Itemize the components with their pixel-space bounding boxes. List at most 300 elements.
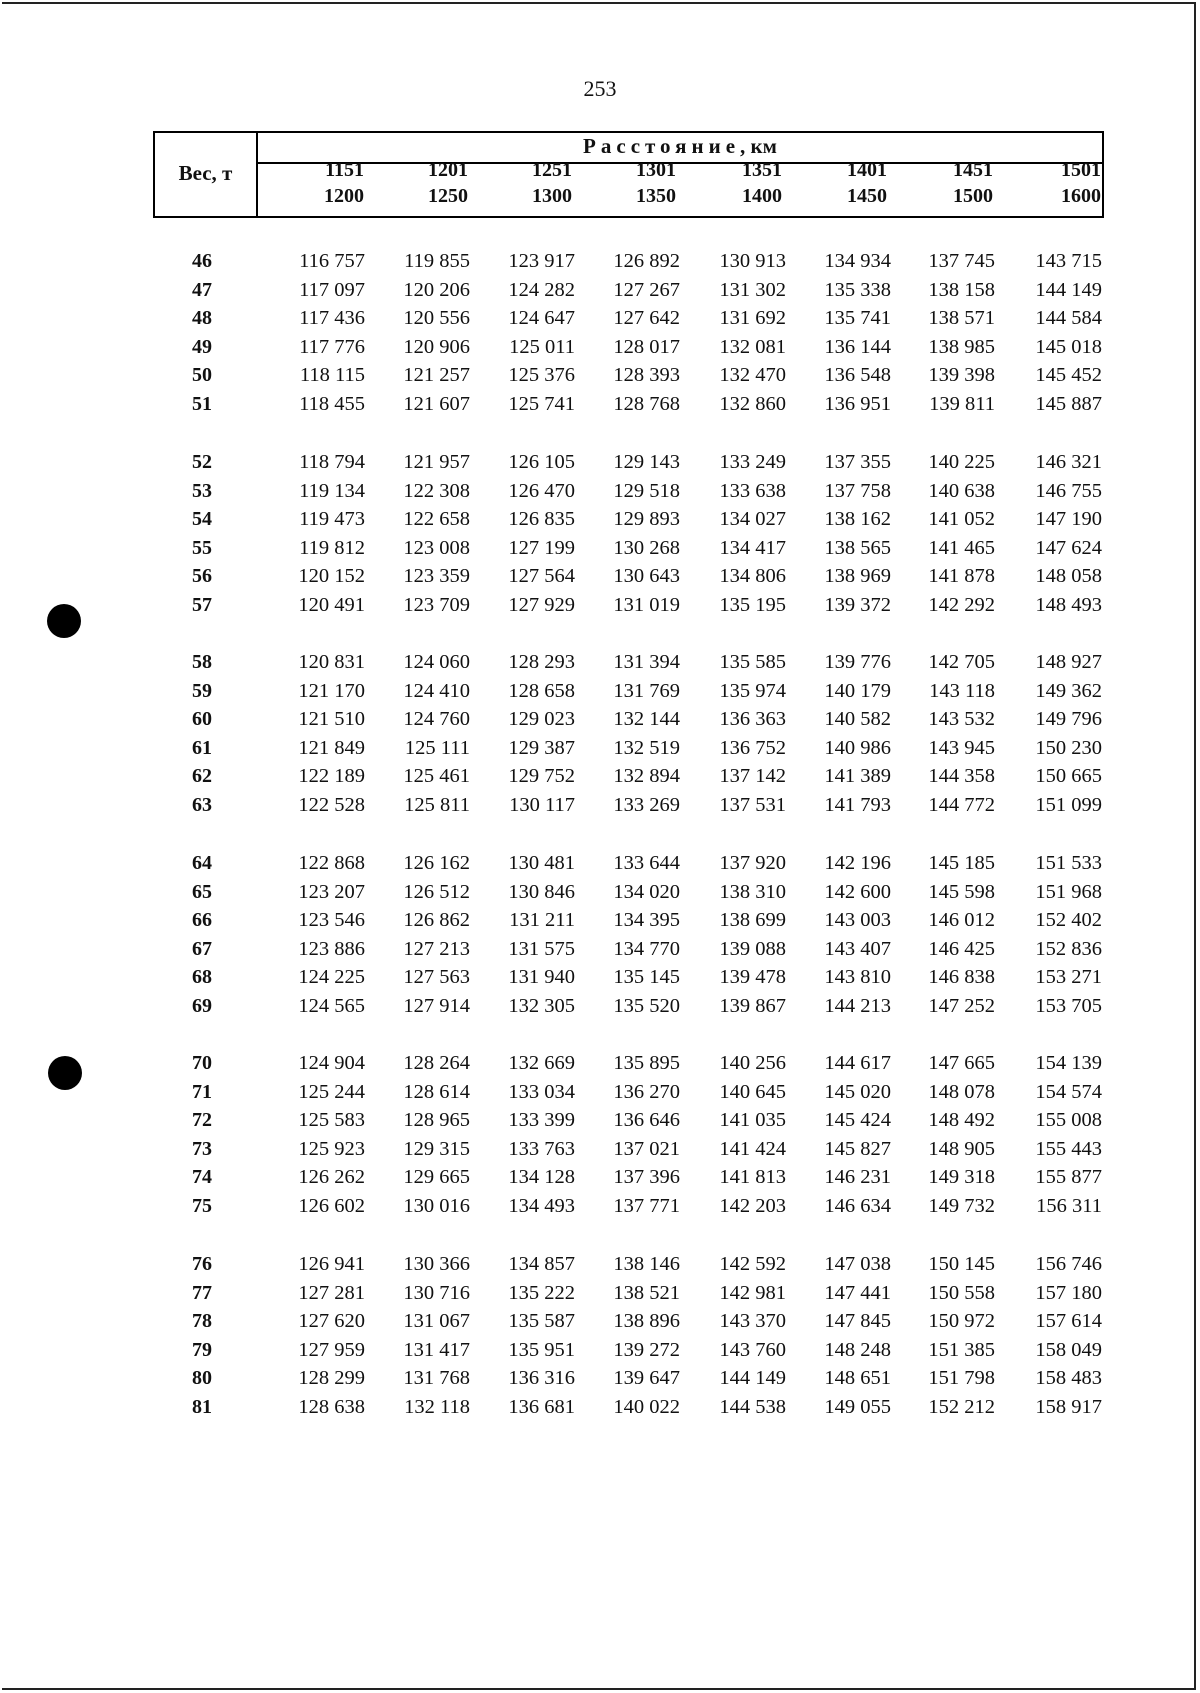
tariff-cell: 129 315 <box>403 1137 470 1160</box>
tariff-cell: 127 929 <box>508 594 575 616</box>
tariff-cell: 157 180 <box>1035 1281 1102 1304</box>
weight-cell: 73 <box>192 1137 212 1160</box>
tariff-cell: 127 564 <box>508 565 575 588</box>
weight-cell: 47 <box>192 278 212 301</box>
tariff-cell: 126 602 <box>298 1195 365 1217</box>
tariff-cell: 124 647 <box>508 307 575 330</box>
weight-cell: 72 <box>192 1109 212 1132</box>
tariff-cell: 147 038 <box>824 1253 891 1275</box>
table-row <box>0 1250 1200 1278</box>
tariff-cell: 126 892 <box>613 250 680 272</box>
table-row <box>0 1307 1200 1335</box>
weight-cell: 71 <box>192 1080 212 1103</box>
distance-header-label: Расстояние <box>583 134 741 158</box>
tariff-cell: 129 387 <box>508 736 575 759</box>
tariff-cell: 151 533 <box>1035 852 1102 874</box>
table-row <box>0 534 1200 562</box>
tariff-cell: 133 269 <box>613 794 680 816</box>
tariff-cell: 139 372 <box>824 594 891 616</box>
tariff-cell: 143 003 <box>824 909 891 932</box>
tariff-cell: 124 410 <box>403 679 470 702</box>
tariff-cell: 128 293 <box>508 651 575 673</box>
tariff-cell: 143 945 <box>928 736 995 759</box>
tariff-cell: 146 838 <box>928 966 995 989</box>
tariff-cell: 140 638 <box>928 479 995 502</box>
range-to: 1500 <box>953 185 993 207</box>
tariff-cell: 149 796 <box>1035 708 1102 731</box>
weight-cell: 53 <box>192 479 212 502</box>
tariff-cell: 120 152 <box>298 565 365 588</box>
tariff-cell: 123 359 <box>403 565 470 588</box>
table-row <box>0 1049 1200 1077</box>
tariff-cell: 152 836 <box>1035 937 1102 960</box>
table-row <box>0 247 1200 275</box>
tariff-cell: 144 584 <box>1035 307 1102 330</box>
tariff-cell: 128 299 <box>298 1367 365 1390</box>
tariff-cell: 152 402 <box>1035 909 1102 932</box>
weight-cell: 55 <box>192 536 212 559</box>
tariff-cell: 119 812 <box>299 536 365 559</box>
tariff-cell: 137 531 <box>719 794 786 816</box>
table-row <box>0 276 1200 304</box>
tariff-cell: 125 811 <box>404 794 470 816</box>
table-row <box>0 361 1200 389</box>
tariff-cell: 130 117 <box>509 794 575 816</box>
tariff-cell: 140 256 <box>719 1052 786 1074</box>
tariff-cell: 150 145 <box>928 1253 995 1275</box>
weight-cell: 62 <box>192 765 212 788</box>
table-row <box>0 505 1200 533</box>
tariff-cell: 130 481 <box>508 852 575 874</box>
tariff-cell: 132 519 <box>613 736 680 759</box>
tariff-cell: 123 709 <box>403 594 470 616</box>
tariff-cell: 148 248 <box>824 1338 891 1361</box>
tariff-cell: 144 538 <box>719 1396 786 1418</box>
table-row <box>0 390 1200 418</box>
table-row <box>0 677 1200 705</box>
tariff-cell: 139 272 <box>613 1338 680 1361</box>
table-row <box>0 591 1200 619</box>
weight-cell: 48 <box>192 307 212 330</box>
tariff-cell: 131 394 <box>613 651 680 673</box>
table-row <box>0 762 1200 790</box>
weight-cell: 77 <box>192 1281 212 1304</box>
tariff-cell: 134 128 <box>508 1166 575 1189</box>
tariff-cell: 133 399 <box>508 1109 575 1132</box>
tariff-cell: 127 620 <box>298 1310 365 1333</box>
tariff-cell: 147 624 <box>1035 536 1102 559</box>
tariff-cell: 150 230 <box>1035 736 1102 759</box>
tariff-cell: 134 934 <box>824 250 891 272</box>
page-number: 253 <box>583 76 617 101</box>
tariff-cell: 151 798 <box>928 1367 995 1390</box>
tariff-cell: 135 222 <box>508 1281 575 1304</box>
tariff-cell: 135 520 <box>613 995 680 1017</box>
tariff-cell: 155 008 <box>1035 1109 1102 1132</box>
weight-cell: 67 <box>192 937 212 960</box>
range-from: 1251 <box>532 159 572 181</box>
tariff-cell: 136 316 <box>508 1367 575 1390</box>
tariff-cell: 149 362 <box>1035 679 1102 702</box>
tariff-cell: 142 705 <box>928 651 995 673</box>
tariff-cell: 148 493 <box>1035 594 1102 616</box>
tariff-cell: 140 986 <box>824 736 891 759</box>
tariff-cell: 133 763 <box>508 1137 575 1160</box>
tariff-cell: 140 645 <box>719 1080 786 1103</box>
tariff-cell: 127 914 <box>403 995 470 1017</box>
tariff-cell: 136 681 <box>508 1396 575 1418</box>
range-to: 1450 <box>847 185 887 207</box>
tariff-cell: 134 395 <box>613 909 680 932</box>
tariff-cell: 144 772 <box>928 794 995 816</box>
tariff-cell: 130 643 <box>613 565 680 588</box>
tariff-cell: 145 887 <box>1035 393 1102 415</box>
tariff-cell: 142 196 <box>824 852 891 874</box>
tariff-cell: 135 338 <box>824 278 891 301</box>
tariff-cell: 126 105 <box>508 451 575 473</box>
table-row <box>0 1279 1200 1307</box>
weight-cell: 66 <box>192 909 212 932</box>
weight-cell: 50 <box>192 364 212 387</box>
tariff-cell: 144 149 <box>1035 278 1102 301</box>
tariff-cell: 142 292 <box>928 594 995 616</box>
tariff-cell: 132 669 <box>508 1052 575 1074</box>
tariff-cell: 135 895 <box>613 1052 680 1074</box>
tariff-cell: 148 927 <box>1035 651 1102 673</box>
range-to: 1300 <box>532 185 572 207</box>
tariff-cell: 135 587 <box>508 1310 575 1333</box>
tariff-cell: 150 558 <box>928 1281 995 1304</box>
tariff-cell: 149 732 <box>928 1195 995 1217</box>
tariff-cell: 122 189 <box>298 765 365 788</box>
tariff-cell: 121 257 <box>403 364 470 387</box>
weight-cell: 76 <box>192 1253 212 1275</box>
tariff-cell: 129 752 <box>508 765 575 788</box>
tariff-cell: 139 867 <box>719 995 786 1017</box>
range-from: 1451 <box>953 159 993 181</box>
weight-cell: 65 <box>192 880 212 903</box>
tariff-cell: 138 158 <box>928 278 995 301</box>
tariff-cell: 150 665 <box>1035 765 1102 788</box>
tariff-cell: 125 461 <box>403 765 470 788</box>
range-from: 1351 <box>742 159 782 181</box>
tariff-cell: 116 757 <box>299 250 365 272</box>
weight-cell: 52 <box>192 451 212 473</box>
tariff-cell: 136 752 <box>719 736 786 759</box>
tariff-cell: 123 207 <box>298 880 365 903</box>
tariff-cell: 141 793 <box>824 794 891 816</box>
tariff-cell: 140 022 <box>613 1396 680 1418</box>
tariff-cell: 146 425 <box>928 937 995 960</box>
table-row <box>0 734 1200 762</box>
tariff-cell: 130 366 <box>403 1253 470 1275</box>
tariff-cell: 131 768 <box>403 1367 470 1390</box>
weight-cell: 68 <box>192 966 212 989</box>
tariff-cell: 135 585 <box>719 651 786 673</box>
tariff-cell: 132 305 <box>508 995 575 1017</box>
tariff-cell: 127 199 <box>508 536 575 559</box>
tariff-cell: 158 483 <box>1035 1367 1102 1390</box>
tariff-cell: 139 647 <box>613 1367 680 1390</box>
tariff-cell: 157 614 <box>1035 1310 1102 1333</box>
tariff-cell: 143 715 <box>1035 250 1102 272</box>
tariff-cell: 119 134 <box>299 479 365 502</box>
tariff-cell: 129 143 <box>613 451 680 473</box>
weight-cell: 63 <box>192 794 212 816</box>
tariff-cell: 125 011 <box>509 335 575 358</box>
tariff-cell: 130 016 <box>403 1195 470 1217</box>
tariff-cell: 148 905 <box>928 1137 995 1160</box>
tariff-cell: 134 020 <box>613 880 680 903</box>
weight-cell: 46 <box>192 250 212 272</box>
tariff-cell: 142 203 <box>719 1195 786 1217</box>
range-to: 1200 <box>324 185 364 207</box>
weight-cell: 61 <box>192 736 212 759</box>
tariff-cell: 122 308 <box>403 479 470 502</box>
tariff-cell: 144 213 <box>824 995 891 1017</box>
weight-column-header: Вес, т <box>178 161 233 185</box>
weight-cell: 78 <box>192 1310 212 1333</box>
tariff-cell: 124 225 <box>298 966 365 989</box>
tariff-cell: 145 827 <box>824 1137 891 1160</box>
range-from: 1401 <box>847 159 887 181</box>
table-row <box>0 477 1200 505</box>
tariff-cell: 119 855 <box>404 250 470 272</box>
tariff-cell: 138 699 <box>719 909 786 932</box>
tariff-cell: 148 058 <box>1035 565 1102 588</box>
tariff-cell: 154 574 <box>1035 1080 1102 1103</box>
tariff-cell: 138 969 <box>824 565 891 588</box>
tariff-cell: 138 521 <box>613 1281 680 1304</box>
tariff-cell: 122 658 <box>403 508 470 531</box>
tariff-cell: 146 755 <box>1035 479 1102 502</box>
tariff-cell: 119 473 <box>299 508 365 531</box>
tariff-cell: 156 746 <box>1035 1253 1102 1275</box>
tariff-cell: 120 556 <box>403 307 470 330</box>
tariff-cell: 131 940 <box>508 966 575 989</box>
tariff-cell: 152 212 <box>928 1396 995 1418</box>
tariff-cell: 153 271 <box>1035 966 1102 989</box>
weight-cell: 54 <box>192 508 212 531</box>
tariff-cell: 125 741 <box>508 393 575 415</box>
tariff-cell: 135 195 <box>719 594 786 616</box>
tariff-cell: 127 213 <box>403 937 470 960</box>
tariff-cell: 128 638 <box>298 1396 365 1418</box>
tariff-cell: 125 244 <box>298 1080 365 1103</box>
tariff-cell: 131 417 <box>403 1338 470 1361</box>
tariff-cell: 122 528 <box>298 794 365 816</box>
tariff-cell: 128 614 <box>403 1080 470 1103</box>
weight-cell: 58 <box>192 651 212 673</box>
range-to: 1250 <box>428 185 468 207</box>
table-row <box>0 1135 1200 1163</box>
tariff-cell: 147 845 <box>824 1310 891 1333</box>
tariff-cell: 125 111 <box>404 736 470 759</box>
table-row <box>0 333 1200 361</box>
tariff-cell: 118 115 <box>299 364 365 387</box>
table-row <box>0 1078 1200 1106</box>
tariff-cell: 124 760 <box>403 708 470 731</box>
tariff-cell: 143 118 <box>929 679 995 702</box>
tariff-cell: 124 060 <box>403 651 470 673</box>
tariff-cell: 141 465 <box>928 536 995 559</box>
weight-cell: 51 <box>192 393 212 415</box>
tariff-cell: 134 770 <box>613 937 680 960</box>
table-row <box>0 1192 1200 1220</box>
tariff-cell: 128 393 <box>613 364 680 387</box>
tariff-cell: 130 846 <box>508 880 575 903</box>
tariff-cell: 144 617 <box>824 1052 891 1074</box>
tariff-cell: 138 985 <box>928 335 995 358</box>
tariff-cell: 128 658 <box>508 679 575 702</box>
table-row <box>0 1163 1200 1191</box>
table-row <box>0 1336 1200 1364</box>
tariff-cell: 142 600 <box>824 880 891 903</box>
tariff-cell: 136 646 <box>613 1109 680 1132</box>
tariff-cell: 126 835 <box>508 508 575 531</box>
tariff-cell: 134 857 <box>508 1253 575 1275</box>
tariff-cell: 120 206 <box>403 278 470 301</box>
tariff-cell: 120 491 <box>298 594 365 616</box>
tariff-cell: 148 078 <box>928 1080 995 1103</box>
table-row <box>0 992 1200 1020</box>
tariff-cell: 147 190 <box>1035 508 1102 531</box>
tariff-cell: 151 099 <box>1035 794 1102 816</box>
tariff-cell: 144 358 <box>928 765 995 788</box>
tariff-cell: 149 055 <box>824 1396 891 1418</box>
tariff-cell: 140 179 <box>824 679 891 702</box>
tariff-cell: 126 162 <box>403 852 470 874</box>
tariff-cell: 147 665 <box>928 1052 995 1074</box>
weight-cell: 64 <box>192 852 212 874</box>
tariff-cell: 139 398 <box>928 364 995 387</box>
tariff-cell: 134 027 <box>719 508 786 531</box>
tariff-cell: 135 741 <box>824 307 891 330</box>
tariff-cell: 155 877 <box>1035 1166 1102 1189</box>
range-from: 1301 <box>636 159 676 181</box>
tariff-cell: 135 145 <box>613 966 680 989</box>
tariff-cell: 132 894 <box>613 765 680 788</box>
tariff-cell: 156 311 <box>1036 1195 1102 1217</box>
table-row <box>0 1106 1200 1134</box>
tariff-cell: 148 651 <box>824 1367 891 1390</box>
tariff-cell: 137 771 <box>613 1195 680 1217</box>
weight-cell: 69 <box>192 995 212 1017</box>
tariff-cell: 143 760 <box>719 1338 786 1361</box>
range-from: 1501 <box>1061 159 1101 181</box>
tariff-cell: 120 831 <box>298 651 365 673</box>
tariff-cell: 138 146 <box>613 1253 680 1275</box>
tariff-cell: 132 081 <box>719 335 786 358</box>
tariff-cell: 123 886 <box>298 937 365 960</box>
tariff-cell: 151 385 <box>928 1338 995 1361</box>
tariff-cell: 131 211 <box>509 909 575 932</box>
tariff-cell: 135 974 <box>719 679 786 702</box>
tariff-cell: 126 470 <box>508 479 575 502</box>
tariff-cell: 135 951 <box>508 1338 575 1361</box>
tariff-cell: 151 968 <box>1035 880 1102 903</box>
tariff-cell: 133 638 <box>719 479 786 502</box>
tariff-cell: 141 424 <box>719 1137 786 1160</box>
tariff-cell: 130 716 <box>403 1281 470 1304</box>
tariff-cell: 127 959 <box>298 1338 365 1361</box>
tariff-cell: 154 139 <box>1035 1052 1102 1074</box>
tariff-cell: 138 162 <box>824 508 891 531</box>
table-row <box>0 448 1200 476</box>
tariff-cell: 124 282 <box>508 278 575 301</box>
tariff-cell: 149 318 <box>928 1166 995 1189</box>
tariff-cell: 128 264 <box>403 1052 470 1074</box>
tariff-cell: 124 565 <box>298 995 365 1017</box>
tariff-cell: 158 917 <box>1035 1396 1102 1418</box>
tariff-cell: 158 049 <box>1035 1338 1102 1361</box>
table-row <box>0 705 1200 733</box>
tariff-cell: 146 634 <box>824 1195 891 1217</box>
tariff-cell: 133 644 <box>613 852 680 874</box>
tariff-cell: 145 424 <box>824 1109 891 1132</box>
tariff-cell: 138 565 <box>824 536 891 559</box>
tariff-cell: 139 811 <box>929 393 995 415</box>
tariff-cell: 128 965 <box>403 1109 470 1132</box>
table-row <box>0 1393 1200 1421</box>
tariff-cell: 125 583 <box>298 1109 365 1132</box>
tariff-cell: 132 470 <box>719 364 786 387</box>
tariff-cell: 136 548 <box>824 364 891 387</box>
tariff-cell: 121 170 <box>298 679 365 702</box>
tariff-cell: 137 758 <box>824 479 891 502</box>
table-row <box>0 304 1200 332</box>
tariff-cell: 140 582 <box>824 708 891 731</box>
tariff-cell: 131 769 <box>613 679 680 702</box>
weight-cell: 60 <box>192 708 212 731</box>
tariff-cell: 138 571 <box>928 307 995 330</box>
tariff-cell: 134 493 <box>508 1195 575 1217</box>
tariff-cell: 155 443 <box>1035 1137 1102 1160</box>
tariff-cell: 123 546 <box>298 909 365 932</box>
tariff-cell: 129 665 <box>403 1166 470 1189</box>
tariff-cell: 146 012 <box>928 909 995 932</box>
tariff-cell: 123 008 <box>403 536 470 559</box>
tariff-cell: 128 017 <box>613 335 680 358</box>
tariff-cell: 121 607 <box>403 393 470 415</box>
table-row <box>0 849 1200 877</box>
tariff-cell: 143 407 <box>824 937 891 960</box>
tariff-cell: 134 806 <box>719 565 786 588</box>
tariff-cell: 118 794 <box>299 451 365 473</box>
tariff-cell: 126 512 <box>403 880 470 903</box>
table-row <box>0 791 1200 819</box>
weight-cell: 70 <box>192 1052 212 1074</box>
tariff-cell: 117 436 <box>299 307 365 330</box>
tariff-cell: 150 972 <box>928 1310 995 1333</box>
tariff-cell: 120 906 <box>403 335 470 358</box>
weight-cell: 80 <box>192 1367 212 1390</box>
tariff-cell: 132 860 <box>719 393 786 415</box>
table-row <box>0 878 1200 906</box>
tariff-cell: 143 810 <box>824 966 891 989</box>
tariff-cell: 131 067 <box>403 1310 470 1333</box>
tariff-cell: 126 262 <box>298 1166 365 1189</box>
tariff-cell: 127 563 <box>403 966 470 989</box>
range-to: 1350 <box>636 185 676 207</box>
weight-cell: 79 <box>192 1338 212 1361</box>
tariff-cell: 130 268 <box>613 536 680 559</box>
tariff-cell: 153 705 <box>1035 995 1102 1017</box>
tariff-cell: 129 518 <box>613 479 680 502</box>
tariff-cell: 131 692 <box>719 307 786 330</box>
tariff-cell: 124 904 <box>298 1052 365 1074</box>
tariff-cell: 142 592 <box>719 1253 786 1275</box>
